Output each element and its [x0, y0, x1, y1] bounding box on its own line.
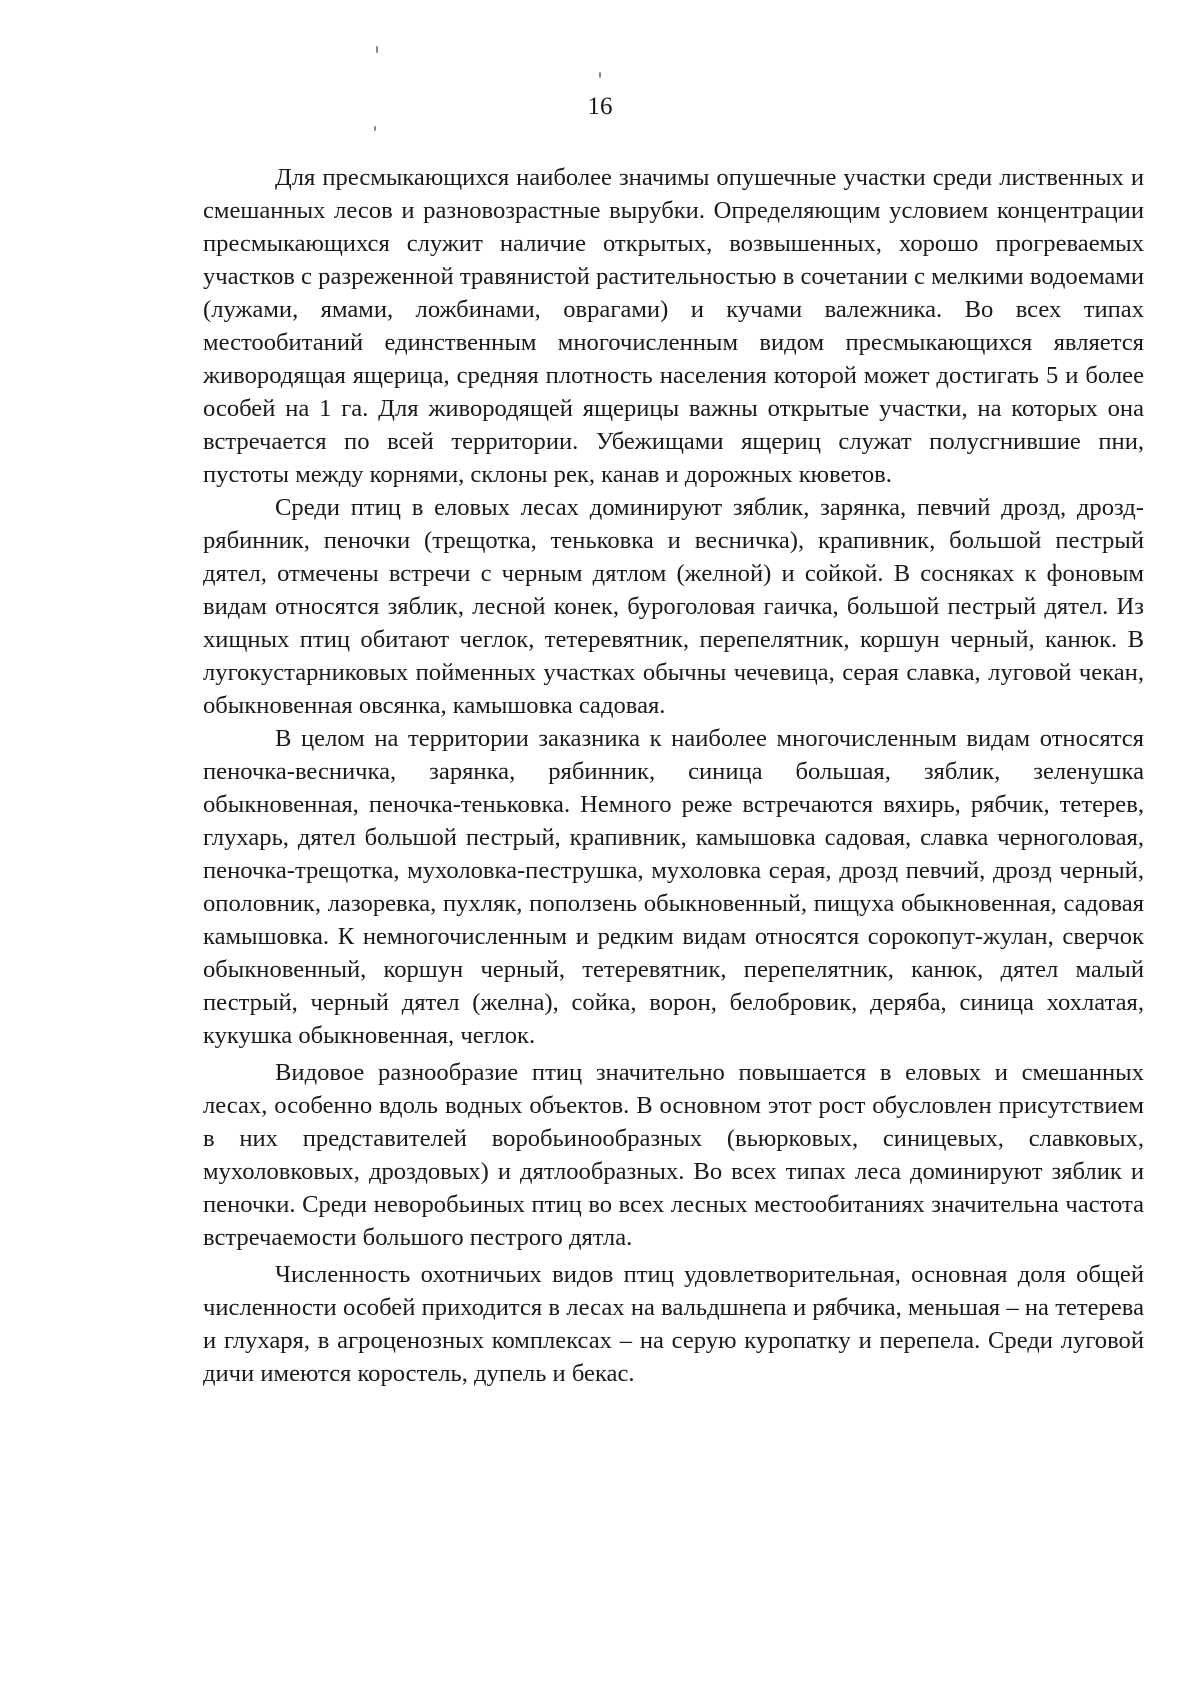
- scan-speck: [374, 126, 376, 131]
- scan-speck: [599, 72, 601, 78]
- document-body: [203, 161, 1144, 1390]
- page-number: 16: [587, 93, 613, 120]
- paragraph-birds-forest: Среди птиц в еловых лесах доминируют зяблик, зарянка, певчий дрозд, дрозд-рябинник, пеночки (трещотка, теньковка и весничка), крапивник, большой пестрый дятел, отмечены встречи с черным дятлом (желной) и сойкой. В сосняках к фоновым видам относятся зяблик, лесной конек, буроголовая гаичка, большой пестрый дятел. Из хищных птиц обитают чеглок, тетеревятник, перепелятник, коршун черный, канюк. В лугокустарниковых пойменных участках обычны чечевица, серая славка, луговой чекан, обыкновенная овсянка, камышовка садовая.: [203, 494, 1144, 719]
- paragraph-birds-reserve: В целом на территории заказника к наиболее многочисленным видам относятся пеночка-весничка, зарянка, рябинник, синица большая, зяблик, зеленушка обыкновенная, пеночка-теньковка. Немного реже встречаются вяхирь, рябчик, тетерев, глухарь, дятел большой пестрый, крапивник, камышовка садовая, славка черноголовая, пеночка-трещотка, мухоловка-пеструшка, мухоловка серая, дрозд певчий, дрозд черный, ополовник, лазоревка, пухляк, поползень обыкновенный, пищуха обыкновенная, садовая камышовка. К немногочисленным и редким видам относятся сорокопут-жулан, сверчок обыкновенный, коршун черный, тетеревятник, перепелятник, канюк, дятел малый пестрый, черный дятел (желна), сойка, ворон, белобровик, деряба, синица хохлатая, кукушка обыкновенная, чеглок.: [203, 725, 1144, 1049]
- scan-speck: [376, 46, 378, 53]
- paragraph-bird-diversity: Видовое разнообразие птиц значительно повышается в еловых и смешанных лесах, особенно вдоль водных объектов. В основном этот рост обусловлен присутствием в них представителей воробьинообразных (вьюрковых, синицевых, славковых, мухоловковых, дроздовых) и дятлообразных. Во всех типах леса доминируют зяблик и пеночки. Среди неворобьиных птиц во всех лесных местообитаниях значительна частота встречаемости большого пестрого дятла.: [203, 1059, 1144, 1251]
- paragraph-reptiles: Для пресмыкающихся наиболее значимы опушечные участки среди лиственных и смешанных лесов и разновозрастные вырубки. Определяющим условием концентрации пресмыкающихся служит наличие открытых, возвышенных, хорошо прогреваемых участков с разреженной травянистой растительностью в сочетании с мелкими водоемами (лужами, ямами, ложбинами, оврагами) и кучами валежника. Во всех типах местообитаний единственным многочисленным видом пресмыкающихся является живородящая ящерица, средняя плотность населения которой может достигать 5 и более особей на 1 га. Для живородящей ящерицы важны открытые участки, на которых она встречается по всей территории. Убежищами ящериц служат полусгнившие пни, пустоты между корнями, склоны рек, канав и дорожных кюветов.: [203, 164, 1144, 488]
- paragraph-game-birds: Численность охотничьих видов птиц удовлетворительная, основная доля общей численности особей приходится в лесах на вальдшнепа и рябчика, меньшая – на тетерева и глухаря, в агроценозных комплексах – на серую куропатку и перепела. Среди луговой дичи имеются коростель, дупель и бекас.: [203, 1261, 1144, 1387]
